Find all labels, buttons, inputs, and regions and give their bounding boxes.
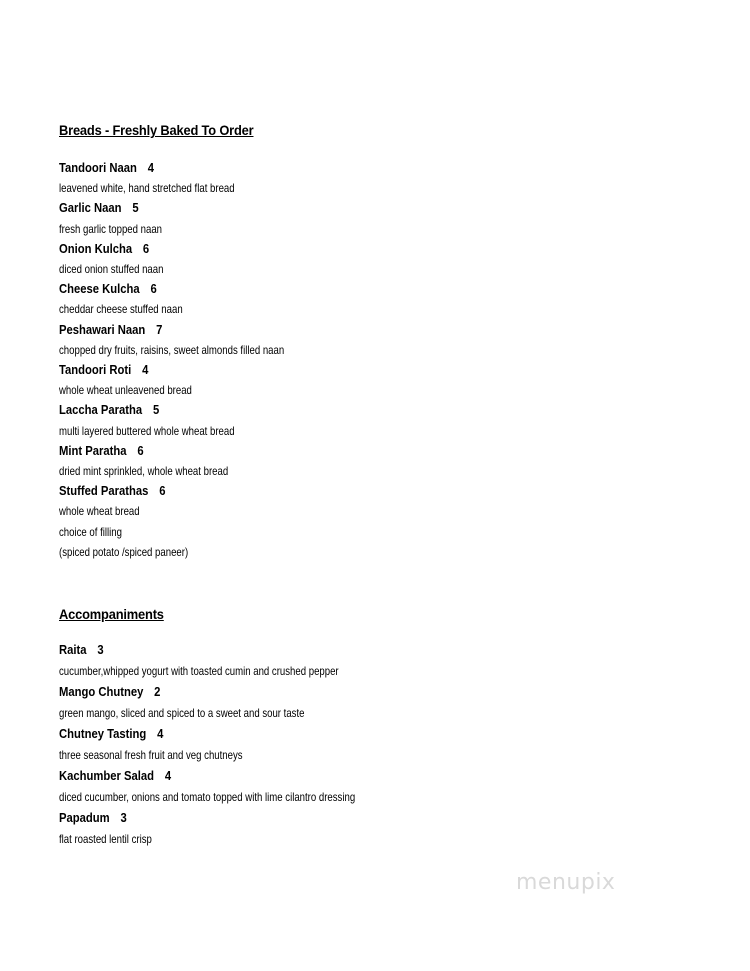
menu-item (59, 724, 429, 766)
menu-item-description: green mango, sliced and spiced to a sweet and sour taste (59, 706, 305, 720)
menu-item-header (59, 279, 312, 299)
menu-item-price: 4 (147, 161, 154, 175)
menu-item-description: choice of filling (59, 524, 122, 539)
menu-item-name: Garlic Naan (59, 201, 122, 216)
menu-item-description: (spiced potato /spiced paneer) (59, 544, 189, 559)
accompaniments-list (59, 640, 429, 850)
menu-item-name: Kachumber Salad (59, 769, 155, 783)
menu-item-header (59, 682, 392, 703)
menupix-watermark-logo: menupix (516, 870, 616, 895)
menu-item-description: flat roasted lentil crisp (59, 832, 152, 846)
menu-item (59, 808, 429, 850)
menu-item-price: 5 (152, 403, 160, 418)
menu-item (59, 640, 429, 682)
menu-item-description: whole wheat bread (59, 504, 140, 519)
menu-item-name: Tandoori Roti (59, 363, 132, 378)
menu-item-header (59, 724, 392, 745)
menu-item (59, 320, 340, 360)
menu-item-name: Peshawari Naan (59, 322, 146, 337)
menu-item-price: 6 (159, 484, 166, 499)
menu-item-name: Tandoori Naan (59, 161, 137, 175)
menu-item-header (59, 158, 312, 178)
menu-item-name: Mint Paratha (59, 443, 127, 458)
menu-item (59, 158, 340, 198)
menu-item (59, 279, 340, 319)
menu-item-description: fresh garlic topped naan (59, 221, 163, 236)
menu-item-name: Laccha Paratha (59, 403, 143, 418)
menu-item-description: multi layered buttered whole wheat bread (59, 423, 235, 438)
menu-item-name: Onion Kulcha (59, 241, 133, 256)
menu-item-price: 3 (120, 811, 127, 825)
breads-list (59, 158, 340, 562)
menu-item-description: leavened white, hand stretched flat bread (59, 181, 235, 196)
menu-item (59, 400, 340, 440)
menu-item-header (59, 360, 312, 380)
menu-item-header (59, 766, 392, 787)
menu-item-header (59, 441, 312, 461)
menu-item-header (59, 239, 312, 259)
menu-item-header (59, 481, 312, 501)
menu-item-price: 4 (164, 769, 172, 783)
menu-item-price: 4 (157, 727, 164, 741)
menu-item (59, 360, 340, 400)
menu-item-name: Mango Chutney (59, 685, 144, 699)
breads-title: Breads - Freshly Baked To Order (59, 122, 254, 138)
menu-item-price: 4 (142, 363, 149, 378)
accompaniments-title: Accompaniments (59, 606, 164, 622)
menu-item-price: 5 (132, 201, 139, 216)
menu-item-description: diced onion stuffed naan (59, 262, 164, 277)
menu-item-price: 2 (154, 685, 161, 699)
menu-item-description: cheddar cheese stuffed naan (59, 302, 183, 317)
menu-item-description: dried mint sprinkled, whole wheat bread (59, 464, 229, 479)
menu-item-header (59, 640, 392, 661)
menu-item (59, 766, 429, 808)
menu-item (59, 481, 340, 562)
menu-item-price: 7 (156, 322, 163, 337)
menu-item-name: Cheese Kulcha (59, 282, 140, 297)
accompaniments-section (59, 606, 429, 850)
menu-item-header (59, 320, 312, 340)
menu-item-description: diced cucumber, onions and tomato topped with lime cilantro dressing (59, 790, 356, 804)
breads-section (59, 122, 340, 562)
menu-item-price: 6 (142, 241, 150, 256)
menu-item-description: whole wheat unleavened bread (59, 383, 192, 398)
menu-item-name: Stuffed Parathas (59, 484, 149, 499)
menu-item-header (59, 808, 392, 829)
menu-item-description: cucumber,whipped yogurt with toasted cumin and crushed pepper (59, 664, 339, 678)
menu-item-description: three seasonal fresh fruit and veg chutneys (59, 748, 243, 762)
menu-item-name: Chutney Tasting (59, 727, 147, 741)
menu-item-header (59, 400, 312, 420)
menu-item-price: 3 (97, 643, 104, 657)
menu-item (59, 198, 340, 238)
menu-item-price: 6 (137, 443, 144, 458)
menu-item (59, 239, 340, 279)
menu-item (59, 441, 340, 481)
menu-item-name: Raita (59, 643, 87, 657)
menu-item-price: 6 (150, 282, 157, 297)
menu-item-name: Papadum (59, 811, 110, 825)
menu-item-description: chopped dry fruits, raisins, sweet almonds filled naan (59, 342, 285, 357)
menu-item-header (59, 198, 312, 218)
menu-item (59, 682, 429, 724)
